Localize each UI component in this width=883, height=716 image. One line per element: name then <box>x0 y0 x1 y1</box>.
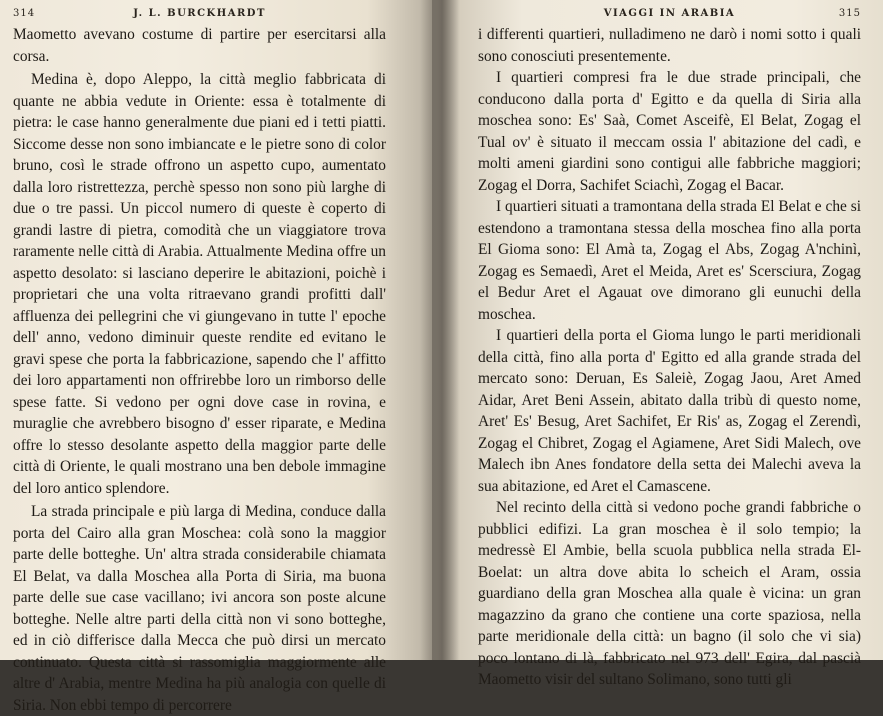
right-page <box>432 0 883 688</box>
right-paragraph-1: i differenti quartieri, nulladimeno ne darò i nomi sotto i quali sono conosciuti presentemente. <box>478 26 861 65</box>
left-running-head <box>13 4 386 24</box>
right-paragraph-2: I quartieri compresi fra le due strade principali, che conducono dalla porta d' Egitto e da quella di Siria alla moschea sono: Es' Saà, Comet Asceifè, El Belat, Zogag el Tual ov' è situato il meccam ossia l' abitazione del cadì, e molti ameni giardini sono contigui alle fabbriche maggiori; Zogag el Dorra, Sachifet Sciachì, Zogag el Bacar. <box>478 69 861 194</box>
left-running-title: J. L. BURCKHARDT <box>133 8 266 19</box>
left-page <box>0 0 432 714</box>
right-paragraph-3: I quartieri situati a tramontana della strada El Belat e che si estendono a tramontana stessa della moschea fino alla porta El Gioma sono: El Amà ta, Zogag el Abs, Zogag A'nchinì, Zogag es Semaedì, Aret el Meida, Aret es' Scersciura, Zogag el Bedur Aret el Agauat ove dimorano gli eunuchi della moschea. <box>478 198 861 323</box>
left-paragraph-1: Maometto avevano costume di partire per esercitarsi alla corsa. <box>13 26 386 65</box>
right-paragraph-4: I quartieri della porta el Gioma lungo le parti meridionali della città, fino alla porta d' Egitto ed alla grande strada del mercato sono: Deruan, Es Saleiè, Zogag Jaou, Aret Amed Aidar, Aret Beni Assein, abitato dalla tribù di questo nome, Aret' Es' Besug, Aret Sachifet, Er Ris' as, Zogag el Zerendì, Zogag el Chibret, Zogag el Agiamene, Aret Sidi Malech, ove Malech ibn Anes fondatore della setta dei Malechi aveva la sua abitazione, ed Aret el Camascene. <box>478 327 861 495</box>
right-running-head <box>478 4 861 24</box>
left-body-text <box>13 24 386 716</box>
left-paragraph-3: La strada principale e più larga di Medina, conduce dalla porta del Cairo alla gran Moschea: colà sono la maggior parte delle botteghe. Un' altra strada considerabile chiamata El Belat, va dalla Moschea alla Porta di Siria, ma buona parte delle sue case vacillano; ivi ancora son poste alcune botteghe. Nelle altre parti della città non vi sono botteghe, ed in ciò differisce dalla Mecca che può dirsi un mercato continuato. Questa città si rassomiglia maggiormente alle altre d' Arabia, mentre Medina ha più analogia con quelle di Siria. Non ebbi tempo di percorrere <box>13 503 386 714</box>
right-running-title: VIAGGI IN ARABIA <box>603 8 736 19</box>
left-page-number: 314 <box>13 8 36 19</box>
right-page-number: 315 <box>838 8 861 19</box>
right-body-text <box>478 24 861 691</box>
left-paragraph-2: Medina è, dopo Aleppo, la città meglio fabbricata di quante ne abbia vedute in Oriente: essa è totalmente di pietra: le case hanno generalmente due piani ed i tetti piatti. Siccome desse non sono imbiancate e le pietre sono di color bruno, così le strade offrono un aspetto cupo, aumentato dalla loro ristrettezza, perchè spesso non sono più larghe di due o tre passi. Un piccol numero di queste è coperto di grandi lastre di pietra, comodità che un viaggiatore trova raramente nelle città di Arabia. Attualmente Medina offre un aspetto desolato: si lasciano deperire le abitazioni, poichè i proprietari che una volta ritraevano grandi profitti dall' affluenza dei pellegrini che vi giungevano in tutte l' epoche dell' anno, vedono diminuir queste rendite ed evitano le gravi spese che porta la fabbricazione, sapendo che l' affitto dei loro appartamenti non offrirebbe loro un rimborso delle spese fatte. Si vedono per ogni dove case in rovina, e muraglie che avrebbero bisogno d' esser riparate, e Medina offre lo stesso desolante aspetto della maggior parte delle città di Oriente, le quali mostrano una ben debole immagine del loro antico splendore. <box>13 71 386 497</box>
right-paragraph-5: Nel recinto della città si vedono poche grandi fabbriche o pubblici edifizi. La gran moschea è il solo tempio; la medressè El Ambie, bella scuola pubblica nella strada El-Boelat: un altra dove abita lo scheich el Aram, ossia guardiano della gran Moschea alla quale è vicina: un gran magazzino da grano che contiene una corte spaziosa, nella parte meridionale della città: un bagno (il solo che vi sia) poco lontano di là, fabbricato nel 973 dell' Egira, dal pascià Maometto visir del sultano Solimano, sono tutti gli <box>478 499 861 688</box>
